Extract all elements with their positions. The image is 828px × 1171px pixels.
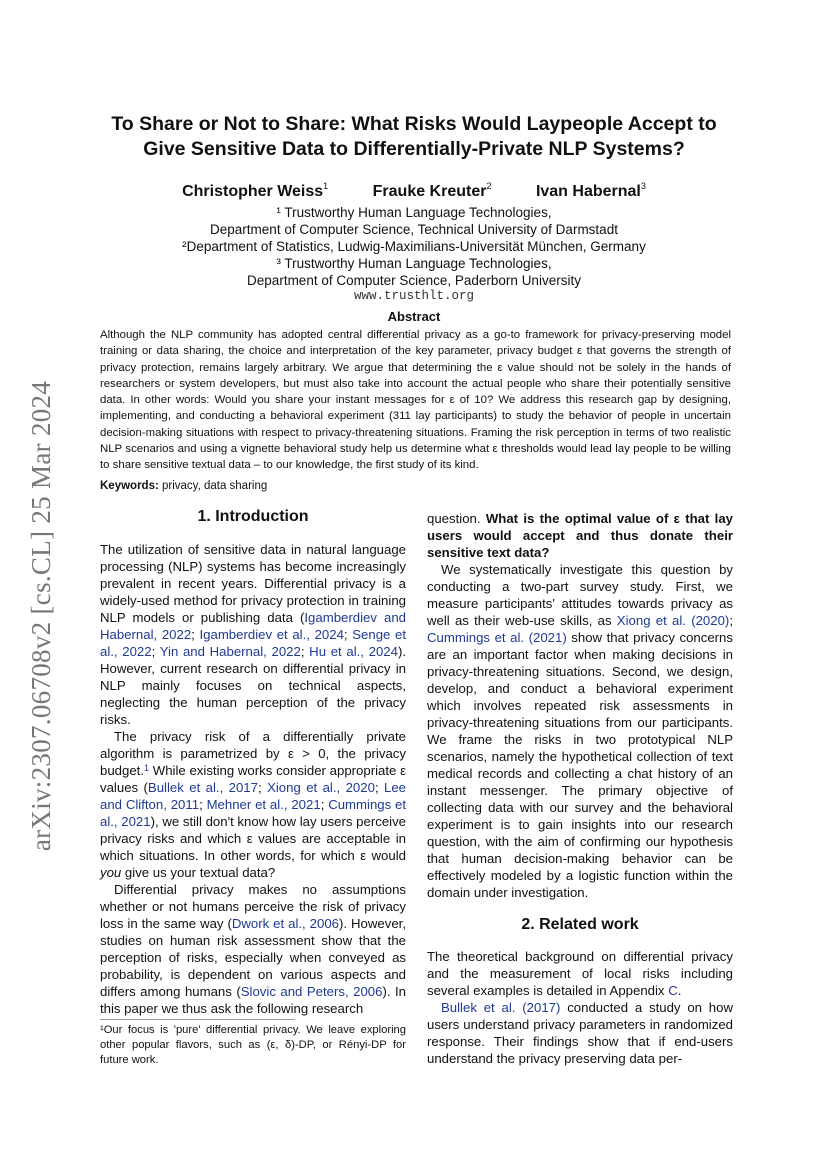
author: Christopher Weiss$^1$ [182,181,329,200]
citation-link[interactable]: Igamberdiev and Habernal, 2022 [100,610,406,642]
section-heading-related-work: 2. Related work [521,916,639,933]
paragraph: The privacy risk of a differentially private algorithm is parametrized by ε > 0, the privacy budget.$^1$ While existing works consider appropriate ε values (Bullek et al., 2017; Xiong et al., 2020; Lee and Clifton, 2011; Mehner et al., 2021; Cummings et al., 2021), we still don't know how lay users perceive privacy risks and which ε values are acceptable in which situations. In other words, for which ε would you give us your textual data? [100,729,407,880]
related-work-text [427,948,733,1067]
abstract-heading: Abstract [387,309,441,324]
paragraph: Differential privacy makes no assumptions whether or not humans perceive the risk of privacy loss in the same way (Dwork et al., 2006). However, studies on human risk assessment show that the perception of risks, especially when conveyed as probability, is dependent on various aspects and differs among humans (Slovic and Peters, 2006). In this paper we thus ask the following research [100,882,406,1016]
left-column [100,541,406,1017]
citation-link[interactable]: Slovic and Peters, 2006 [240,984,383,999]
research-question: What is the optimal value of ε that lay users would accept and thus donate their sensitive text data? [427,511,733,560]
citation-link[interactable]: Bullek et al., 2017 [147,780,258,795]
paragraph: The theoretical background on differential privacy and the measurement of local risks including several examples is detailed in Appendix C. [427,949,733,998]
website-link[interactable]: www.trusthlt.org [353,289,475,303]
keywords-value: privacy, data sharing [162,480,268,492]
citation-link[interactable]: Bullek et al. (2017) [441,1000,561,1015]
title-line: Give Sensitive Data to Differentially-Private NLP Systems? [143,138,685,160]
affiliation: ¹ Trustworthy Human Language Technologies, [276,205,552,220]
author: Ivan Habernal$^3$ [535,181,646,200]
affiliation: ³ Trustworthy Human Language Technologies, [276,256,552,271]
right-column [427,510,733,901]
footnote-marker[interactable]: 1 [144,763,150,773]
citation-link[interactable]: Lee and Clifton, 2011 [100,780,407,812]
paragraph: question. What is the optimal value of ε that lay users would accept and thus donate their sensitive text data? [427,511,733,560]
paragraph: Bullek et al. (2017) conducted a study on how users understand privacy parameters in randomized response. Their findings show that if end-users understand the privacy preserving data per- [427,1000,733,1066]
abstract-text: Although the NLP community has adopted central differential privacy as a go-to framework for privacy-preserving model training or data sharing, the choice and interpretation of the key parameter, privacy budget ε that governs the strength of privacy protection, remains largely arbitrary. We argue that determining the ε value should not be solely in the hands of researchers or system developers, but must also take into account the actual people who share their potentially sensitive data. In other words: Would you share your instant messages for ε of 10? We address this research gap by designing, implementing, and conducting a behavioral experiment (311 lay participants) to study the behavior of people in uncertain decision-making situations with respect to privacy-threatening situations. Framing the risk perception in terms of two realistic NLP scenarios and using a vignette behavioral study help us determine what ε thresholds would lead lay people to be willing to share sensitive textual data – to our knowledge, the first study of its kind. [100,329,731,472]
appendix-link[interactable]: C [668,983,678,998]
keywords [100,480,267,492]
citation-link[interactable]: Igamberdiev et al., 2024 [199,627,344,642]
citation-link[interactable]: Cummings et al., 2021 [100,797,407,829]
affiliation: ²Department of Statistics, Ludwig-Maximilians-Universität München, Germany [182,239,646,254]
footnote: ¹Our focus is 'pure' differential privacy. We leave exploring other popular flavors, such as (ε, δ)-DP, or Rényi-DP for future work. [100,1024,406,1066]
keywords-label: Keywords: [100,480,159,492]
footnote-divider [100,1019,295,1020]
affiliation: Department of Computer Science, Paderborn University [247,273,581,288]
author-list [100,183,728,201]
arxiv-identifier: arXiv:2307.06708v2 [cs.CL] 25 Mar 2024 [26,380,56,852]
paragraph: We systematically investigate this question by conducting a two-part survey study. First, we measure participants' attitudes towards privacy as well as their web-use skills, as Xiong et al. (2020); Cummings et al. (2021) show that privacy concerns are an important factor when making decisions in privacy-threatening situations. Second, we design, develop, and conduct a behavioral experiment which involves repeated risk assessments in privacy-threatening situations from our participants. We frame the risks in two prototypical NLP scenarios, namely the hypothetical collection of text medical records and collecting a chat history of an instant messenger. The primary objective of collecting data with our survey and the behavioral experiment is to gain insights into our research question, with the aim of confirming our hypothesis that human decision-making behavior can be effectively modeled by a logistic function within the domain under investigation. [427,562,733,900]
citation-link[interactable]: Hu et al., 2024 [309,644,398,659]
citation-link[interactable]: Dwork et al., 2006 [231,916,340,931]
section-heading-introduction: 1. Introduction [197,508,309,525]
citation-link[interactable]: Mehner et al., 2021 [206,797,321,812]
author: Frauke Kreuter$^2$ [372,181,492,200]
paper-title [90,112,738,162]
title-line: To Share or Not to Share: What Risks Would Laypeople Accept to [111,113,717,135]
citation-link[interactable]: Cummings et al. (2021) [427,630,567,645]
paragraph: The utilization of sensitive data in natural language processing (NLP) systems has become increasingly prevalent in recent years. Differential privacy is a widely-used method for privacy protection in training NLP models or publishing data (Igamberdiev and Habernal, 2022; Igamberdiev et al., 2024; Senge et al., 2022; Yin and Habernal, 2022; Hu et al., 2024). However, current research on differential privacy in NLP mainly focuses on technical aspects, neglecting the human perception of the privacy risks. [100,542,407,727]
citation-link[interactable]: Yin and Habernal, 2022 [159,644,301,659]
citation-link[interactable]: Senge et al., 2022 [100,627,407,659]
citation-link[interactable]: Xiong et al., 2020 [267,780,375,795]
citation-link[interactable]: Xiong et al. (2020) [616,613,730,628]
affiliation: Department of Computer Science, Technical University of Darmstadt [210,222,618,237]
